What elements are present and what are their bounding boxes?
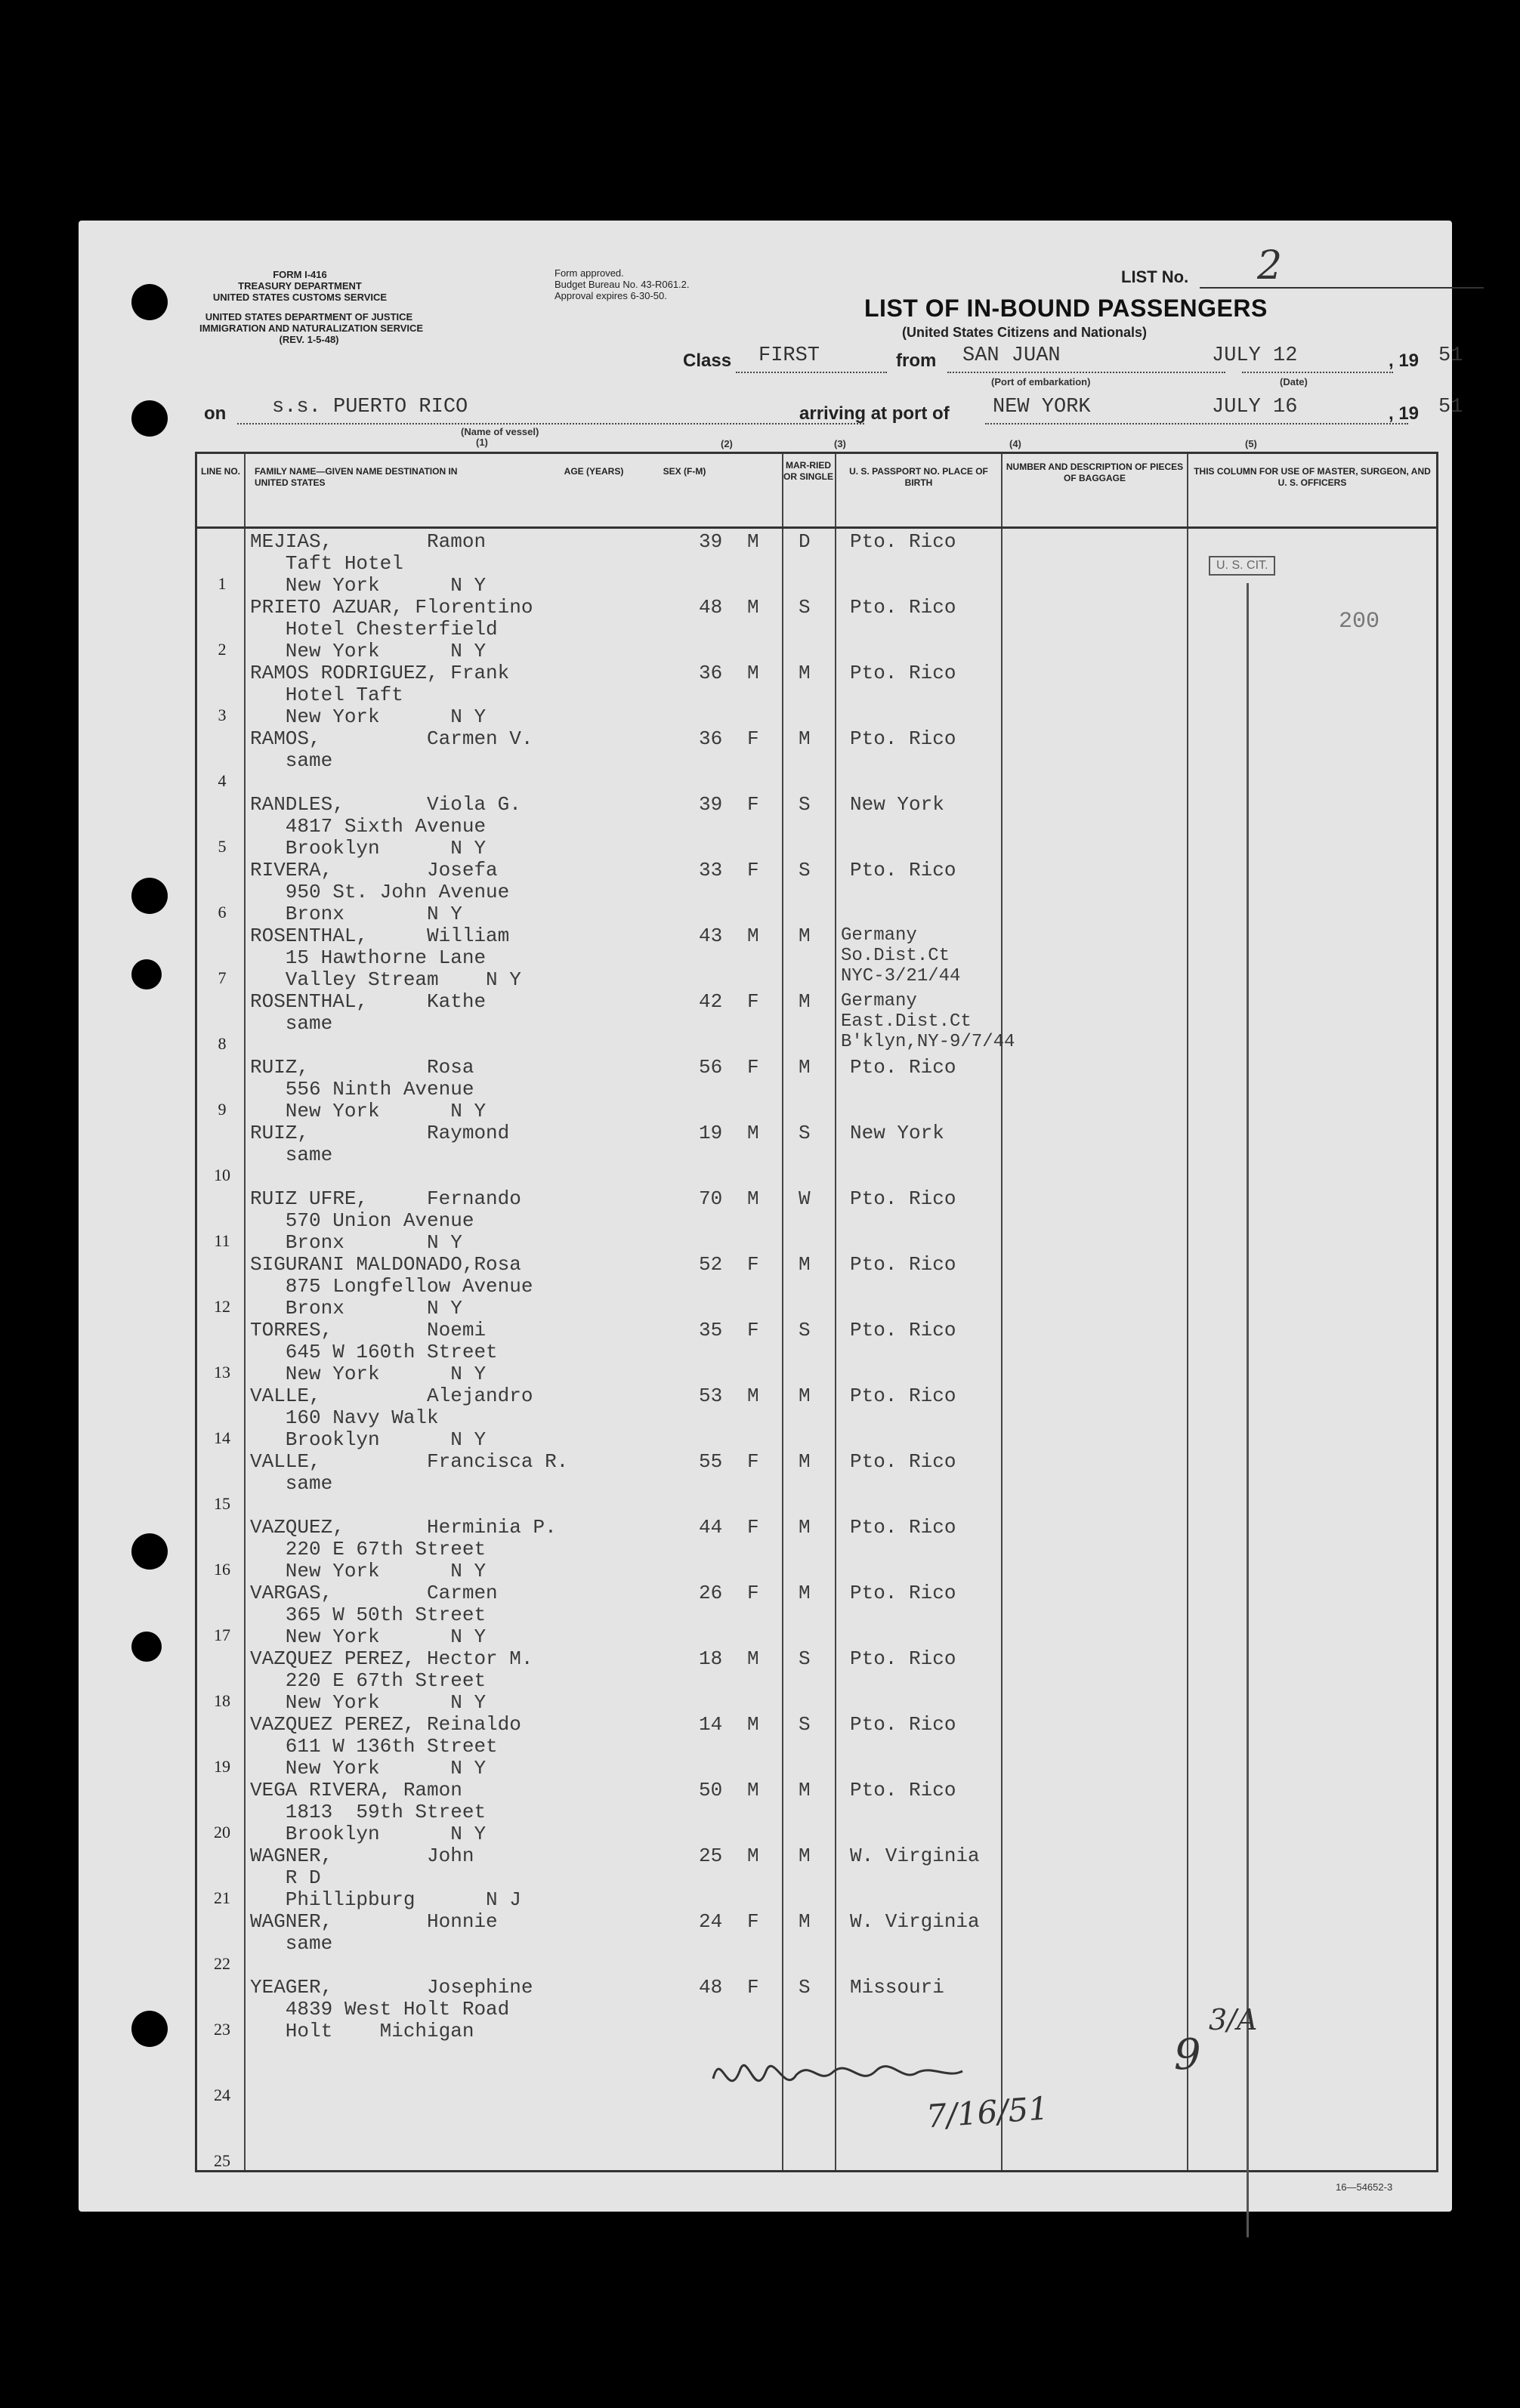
punch-hole [131,1533,168,1570]
passenger-name: RAMOS, Carmen V. [250,727,533,750]
us-cit-stamp: U. S. CIT. [1209,556,1275,576]
list-no-underline [1200,287,1484,289]
table-row [197,1909,1436,1975]
col-header-line: LINE NO. [200,466,240,477]
place-of-birth: Pto. Rico [850,1779,956,1801]
destination: same [250,749,333,772]
approval-line-3: Approval expires 6-30-50. [555,290,667,301]
destination: 645 W 160th Street New York N Y [285,1341,498,1385]
passenger-name: ROSENTHAL, William [250,925,510,947]
passenger-name: SIGURANI MALDONADO,Rosa [250,1253,521,1276]
destination: R D Phillipburg N J [285,1866,521,1911]
place-of-birth: Pto. Rico [850,1187,956,1210]
sex: M [747,1713,759,1736]
punch-hole [131,2011,168,2047]
passenger-name: VAZQUEZ PEREZ, Reinaldo [250,1713,521,1736]
age: 35 [699,1319,723,1341]
place-of-birth: Pto. Rico [850,1647,956,1670]
passenger-name: RUIZ, Raymond [250,1122,510,1144]
sex: M [747,1385,759,1407]
on-label: on [204,403,227,424]
tally-fraction: 3/A [1209,2003,1258,2036]
line-number: 9 [218,1100,227,1119]
sex: F [747,1516,759,1539]
place-of-birth: W. Virginia [850,1910,980,1933]
sex: M [747,662,759,684]
table-row [197,1187,1436,1252]
passenger-name: RUIZ, Rosa [250,1056,474,1079]
age: 50 [699,1779,723,1801]
destination: same [250,1472,333,1495]
table-row [197,1318,1436,1384]
sex: F [747,859,759,881]
approval-line-2: Budget Bureau No. 43-R061.2. [555,279,690,290]
punch-hole [131,959,162,989]
place-of-birth: W. Virginia [850,1845,980,1867]
age: 33 [699,859,723,881]
passenger-name: RAMOS RODRIGUEZ, Frank [250,662,510,684]
arriving-label: arriving at port of [799,403,950,424]
list-no-label: LIST No. [1121,267,1189,286]
line-number: 4 [218,771,227,790]
tally-number: 9 [1174,2030,1201,2079]
age: 48 [699,1976,723,1999]
marital-status: S [799,1122,811,1144]
destination: same [250,1932,333,1955]
sex: F [747,1976,759,1999]
line-number: 12 [214,1297,230,1316]
destination: 875 Longfellow Avenue Bronx N Y [285,1275,533,1320]
table-row [197,1581,1436,1647]
date-caption: (Date) [1280,376,1308,387]
port-caption: (Port of embarkation) [991,376,1091,387]
marital-status: M [799,1450,811,1473]
treasury-dept: TREASURY DEPARTMENT [238,280,362,292]
sex: F [747,1319,759,1341]
age: 56 [699,1056,723,1079]
line-number: 8 [218,1034,227,1053]
punch-hole [131,1632,162,1662]
sex: M [747,1779,759,1801]
marital-status: S [799,1319,811,1341]
marital-status: M [799,990,811,1013]
sex: M [747,1122,759,1144]
passenger-name: RANDLES, Viola G. [250,793,521,816]
passenger-name: WAGNER, John [250,1845,474,1867]
passenger-table [195,452,1438,2172]
justice-dept: UNITED STATES DEPARTMENT OF JUSTICE [205,311,413,323]
departure-month-day: JULY 12 [1212,344,1298,367]
table-row [197,1844,1436,1909]
line-number: 20 [214,1823,230,1842]
passenger-name: VALLE, Alejandro [250,1385,533,1407]
destination: 570 Union Avenue Bronx N Y [285,1209,474,1254]
line-number: 17 [214,1625,230,1644]
table-row [197,1252,1436,1318]
age: 18 [699,1647,723,1670]
passenger-name: VEGA RIVERA, Ramon [250,1779,462,1801]
signature-date: 7/16/51 [925,2089,1050,2135]
passenger-name: VAZQUEZ PEREZ, Hector M. [250,1647,533,1670]
marital-status: S [799,1647,811,1670]
form-code: 16—54652-3 [1336,2181,1393,2193]
marital-status: M [799,1845,811,1867]
line-number: 19 [214,1757,230,1776]
destination: 15 Hawthorne Lane Valley Stream N Y [285,946,521,991]
sex: F [747,990,759,1013]
sex: F [747,1582,759,1604]
age: 53 [699,1385,723,1407]
age: 24 [699,1910,723,1933]
marital-status: S [799,596,811,619]
line-number: 11 [214,1231,230,1250]
line-number: 18 [214,1691,230,1710]
destination: 950 St. John Avenue Bronx N Y [285,881,510,925]
marital-status: M [799,662,811,684]
number-200: 200 [1339,609,1380,634]
place-of-birth: Germany East.Dist.Ct B'klyn,NY-9/7/44 [841,991,1015,1052]
destination: 365 W 50th Street New York N Y [285,1604,487,1648]
passenger-name: TORRES, Noemi [250,1319,487,1341]
place-of-birth: Pto. Rico [850,1253,956,1276]
place-of-birth: New York [850,793,944,816]
line-number: 6 [218,903,227,922]
passenger-name: RIVERA, Josefa [250,859,498,881]
destination: Taft Hotel New York N Y [285,552,487,597]
place-of-birth: Pto. Rico [850,1582,956,1604]
approval-line-1: Form approved. [555,267,624,279]
line-number: 10 [214,1165,230,1184]
age: 39 [699,793,723,816]
vessel-col-num: (1) [476,437,488,448]
place-of-birth: Germany So.Dist.Ct NYC-3/21/44 [841,925,961,986]
place-of-birth: Pto. Rico [850,1319,956,1341]
table-row [197,1449,1436,1515]
col-num-2: (2) [721,438,733,449]
passenger-name: PRIETO AZUAR, Florentino [250,596,533,619]
place-of-birth: Missouri [850,1976,944,1999]
destination: 220 E 67th Street New York N Y [285,1669,487,1714]
destination: Hotel Taft New York N Y [285,684,487,728]
col-header-age: AGE (YEARS) [564,466,624,477]
col-header-name: FAMILY NAME—GIVEN NAME DESTINATION IN UNITED STATES [255,466,458,488]
sex: F [747,1253,759,1276]
approval-block [555,267,690,301]
marital-status: D [799,530,811,553]
marital-status: M [799,1910,811,1933]
departure-century: , 19 [1389,350,1420,371]
age: 19 [699,1122,723,1144]
table-row [197,1384,1436,1449]
destination: 4839 West Holt Road Holt Michigan [285,1998,510,2042]
departure-year: 51 [1438,344,1463,367]
marital-status: S [799,859,811,881]
table-row [197,661,1436,727]
age: 39 [699,530,723,553]
arrival-year: 51 [1438,396,1463,418]
line-number: 15 [214,1494,230,1513]
age: 48 [699,596,723,619]
passenger-name: VARGAS, Carmen [250,1582,498,1604]
place-of-birth: New York [850,1122,944,1144]
sex: F [747,1910,759,1933]
from-value: SAN JUAN [962,344,1061,367]
class-value: FIRST [758,344,820,367]
table-row [197,989,1436,1055]
table-row [197,1778,1436,1844]
ins-service: IMMIGRATION AND NATURALIZATION SERVICE [199,323,424,334]
destination: 556 Ninth Avenue New York N Y [285,1078,487,1122]
line-number: 16 [214,1560,230,1579]
sex: M [747,925,759,947]
place-of-birth: Pto. Rico [850,596,956,619]
destination: same [250,1012,333,1035]
marital-status: M [799,1516,811,1539]
age: 55 [699,1450,723,1473]
marital-status: M [799,1385,811,1407]
destination: 1813 59th Street Brooklyn N Y [285,1801,487,1845]
table-row [197,1515,1436,1581]
marital-status: M [799,1253,811,1276]
destination: same [250,1144,333,1166]
marital-status: M [799,1056,811,1079]
age: 43 [699,925,723,947]
table-row [197,1712,1436,1778]
line-number: 3 [218,705,227,724]
table-row [197,858,1436,924]
punch-hole [131,400,168,437]
marital-status: M [799,925,811,947]
age: 25 [699,1845,723,1867]
form-agency-block [205,269,394,303]
col-num-3: (3) [834,438,846,449]
marital-status: M [799,1582,811,1604]
passenger-name: RUIZ UFRE, Fernando [250,1187,521,1210]
col-header-passport: U. S. PASSPORT NO. PLACE OF BIRTH [849,466,988,488]
line-number: 22 [214,1954,230,1973]
age: 14 [699,1713,723,1736]
line-number: 23 [214,2020,230,2039]
justice-block [199,311,424,345]
form-number: FORM I-416 [273,269,327,280]
age: 36 [699,662,723,684]
col-num-4: (4) [1009,438,1021,449]
place-of-birth: Pto. Rico [850,530,956,553]
destination: 611 W 136th Street New York N Y [285,1735,498,1780]
line-number: 24 [214,2085,230,2104]
passenger-name: YEAGER, Josephine [250,1976,533,1999]
line-number: 14 [214,1428,230,1447]
place-of-birth: Pto. Rico [850,1713,956,1736]
marital-status: W [799,1187,811,1210]
arrival-century: , 19 [1389,403,1420,424]
sex: M [747,530,759,553]
col-header-officers: THIS COLUMN FOR USE OF MASTER, SURGEON, AND U. S. OFFICERS [1194,466,1431,488]
passenger-name: MEJIAS, Ramon [250,530,487,553]
place-of-birth: Pto. Rico [850,727,956,750]
col-header-baggage: NUMBER AND DESCRIPTION OF PIECES OF BAGGAGE [1006,462,1184,483]
table-row [197,924,1436,989]
table-row [197,792,1436,858]
line-number: 21 [214,1888,230,1907]
sex: F [747,727,759,750]
place-of-birth: Pto. Rico [850,662,956,684]
col-header-married: MAR-RIED OR SINGLE [783,460,834,482]
table-row [197,1055,1436,1121]
sex: F [747,793,759,816]
arrival-month-day: JULY 16 [1212,396,1298,418]
destination: 160 Navy Walk Brooklyn N Y [285,1406,487,1451]
punch-hole [131,284,168,320]
line-number: 13 [214,1363,230,1382]
vessel-name: s.s. PUERTO RICO [272,396,468,418]
age: 52 [699,1253,723,1276]
marital-status: S [799,793,811,816]
punch-hole [131,878,168,914]
age: 42 [699,990,723,1013]
arrival-port: NEW YORK [993,396,1091,418]
passenger-name: VALLE, Francisca R. [250,1450,569,1473]
page-subtitle: (United States Citizens and Nationals) [902,325,1148,340]
from-label: from [896,350,937,371]
customs-service: UNITED STATES CUSTOMS SERVICE [212,292,388,303]
place-of-birth: Pto. Rico [850,1056,956,1079]
place-of-birth: Pto. Rico [850,1450,956,1473]
sex: M [747,1845,759,1867]
line-number: 5 [218,837,227,856]
list-no-value: 2 [1257,243,1283,289]
age: 44 [699,1516,723,1539]
manifest-sheet [79,221,1463,2212]
age: 26 [699,1582,723,1604]
place-of-birth: Pto. Rico [850,859,956,881]
destination: Hotel Chesterfield New York N Y [285,618,498,662]
marital-status: S [799,1976,811,1999]
revision: (REV. 1-5-48) [279,334,339,345]
sex: F [747,1056,759,1079]
sex: M [747,596,759,619]
passenger-name: VAZQUEZ, Herminia P. [250,1516,557,1539]
officer-column-line [1247,583,1249,2237]
place-of-birth: Pto. Rico [850,1516,956,1539]
vessel-caption: (Name of vessel) [461,426,539,437]
table-row [197,1121,1436,1187]
line-number: 2 [218,640,227,659]
passenger-name: ROSENTHAL, Kathe [250,990,487,1013]
passenger-name: WAGNER, Honnie [250,1910,498,1933]
page-title: LIST OF IN-BOUND PASSENGERS [864,295,1268,322]
marital-status: M [799,1779,811,1801]
sex: M [747,1187,759,1210]
destination: 220 E 67th Street New York N Y [285,1538,487,1582]
sex: F [747,1450,759,1473]
table-row [197,727,1436,792]
class-label: Class [683,350,732,371]
table-row [197,595,1436,661]
marital-status: M [799,727,811,750]
place-of-birth: Pto. Rico [850,1385,956,1407]
line-number: 25 [214,2151,230,2170]
sex: M [747,1647,759,1670]
line-number: 7 [218,968,227,987]
marital-status: S [799,1713,811,1736]
age: 36 [699,727,723,750]
col-num-5: (5) [1245,438,1257,449]
table-row [197,1647,1436,1712]
col-header-sex: SEX (F-M) [663,466,706,477]
destination: 4817 Sixth Avenue Brooklyn N Y [285,815,487,860]
line-number: 1 [218,574,227,593]
age: 70 [699,1187,723,1210]
